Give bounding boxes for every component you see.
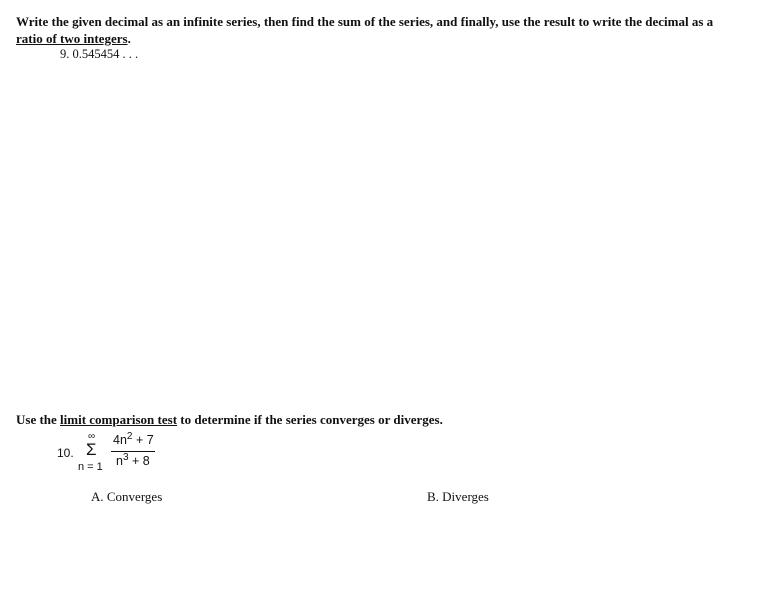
fraction-bar xyxy=(111,451,155,452)
instructions-period: . xyxy=(127,31,131,46)
numerator-base: 4n xyxy=(113,433,127,447)
instructions-series xyxy=(16,411,443,428)
numerator-exponent: 2 xyxy=(126,431,133,442)
question-9-value: 0.545454 . . . xyxy=(72,47,139,61)
ratio-of-two-integers-link[interactable]: ratio of two integers xyxy=(16,31,128,46)
lower-limit: n = 1 xyxy=(78,461,103,473)
fraction-denominator xyxy=(116,454,150,468)
question-9 xyxy=(60,47,138,62)
instructions-text: Use the xyxy=(16,412,61,427)
option-diverges[interactable]: B. Diverges xyxy=(427,489,489,504)
limit-comparison-test-link[interactable]: limit comparison test xyxy=(60,412,178,427)
upper-limit: ∞ xyxy=(88,431,96,442)
denominator-rest: + 8 xyxy=(128,454,150,468)
numerator-rest: + 7 xyxy=(132,433,154,447)
summation-symbol: Σ xyxy=(86,440,97,459)
fraction-numerator xyxy=(113,433,154,447)
instructions-text: Write the given decimal as an infinite series, then find the sum of the series, and finally, use the result to write the decimal as a xyxy=(16,14,714,29)
denominator-exponent: 3 xyxy=(122,452,129,463)
denominator-base: n xyxy=(116,454,123,468)
instructions-text-rest: to determine if the series converges or diverges. xyxy=(177,412,443,427)
question-10-number: 10. xyxy=(57,446,74,460)
option-converges[interactable]: A. Converges xyxy=(91,489,163,504)
question-9-number: 9. xyxy=(60,47,70,61)
instructions-decimal xyxy=(16,13,716,47)
